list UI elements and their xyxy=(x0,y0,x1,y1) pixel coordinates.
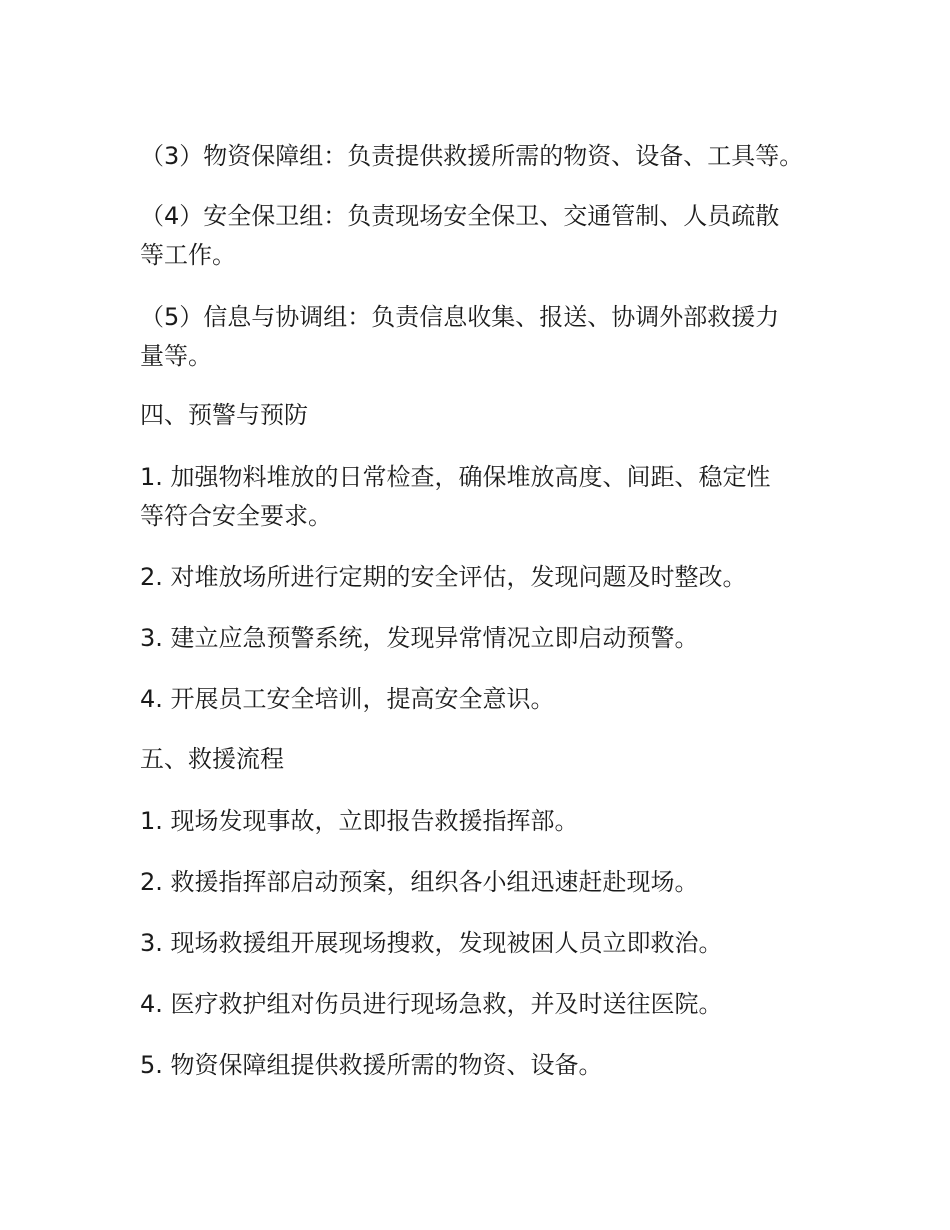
list-item-prevention-2: 2. 对堆放场所进行定期的安全评估，发现问题及时整改。 xyxy=(140,563,747,591)
list-item-rescue-2: 2. 救援指挥部启动预案，组织各小组迅速赶赴现场。 xyxy=(140,868,699,896)
list-item-rescue-5: 5. 物资保障组提供救援所需的物资、设备。 xyxy=(140,1051,603,1079)
paragraph-info-group-line-1: （5）信息与协调组：负责信息收集、报送、协调外部救援力 xyxy=(140,303,780,331)
list-item-prevention-3: 3. 建立应急预警系统，发现异常情况立即启动预警。 xyxy=(140,624,699,652)
list-item-prevention-4: 4. 开展员工安全培训，提高安全意识。 xyxy=(140,685,555,713)
section-heading-warning-prevention: 四、预警与预防 xyxy=(140,401,308,429)
list-item-rescue-3: 3. 现场救援组开展现场搜救，发现被困人员立即救治。 xyxy=(140,929,723,957)
paragraph-security-group-line-1: （4）安全保卫组：负责现场安全保卫、交通管制、人员疏散 xyxy=(140,202,780,230)
list-item-prevention-1-line-2: 等符合安全要求。 xyxy=(140,502,332,530)
paragraph-info-group-line-2: 量等。 xyxy=(140,342,212,370)
list-item-prevention-1-line-1: 1. 加强物料堆放的日常检查，确保堆放高度、间距、稳定性 xyxy=(140,463,771,491)
list-item-rescue-1: 1. 现场发现事故，立即报告救援指挥部。 xyxy=(140,807,579,835)
paragraph-security-group-line-2: 等工作。 xyxy=(140,241,236,269)
list-item-rescue-4: 4. 医疗救护组对伤员进行现场急救，并及时送往医院。 xyxy=(140,990,723,1018)
paragraph-materials-group: （3）物资保障组：负责提供救援所需的物资、设备、工具等。 xyxy=(140,142,804,170)
section-heading-rescue-process: 五、救援流程 xyxy=(140,745,284,773)
